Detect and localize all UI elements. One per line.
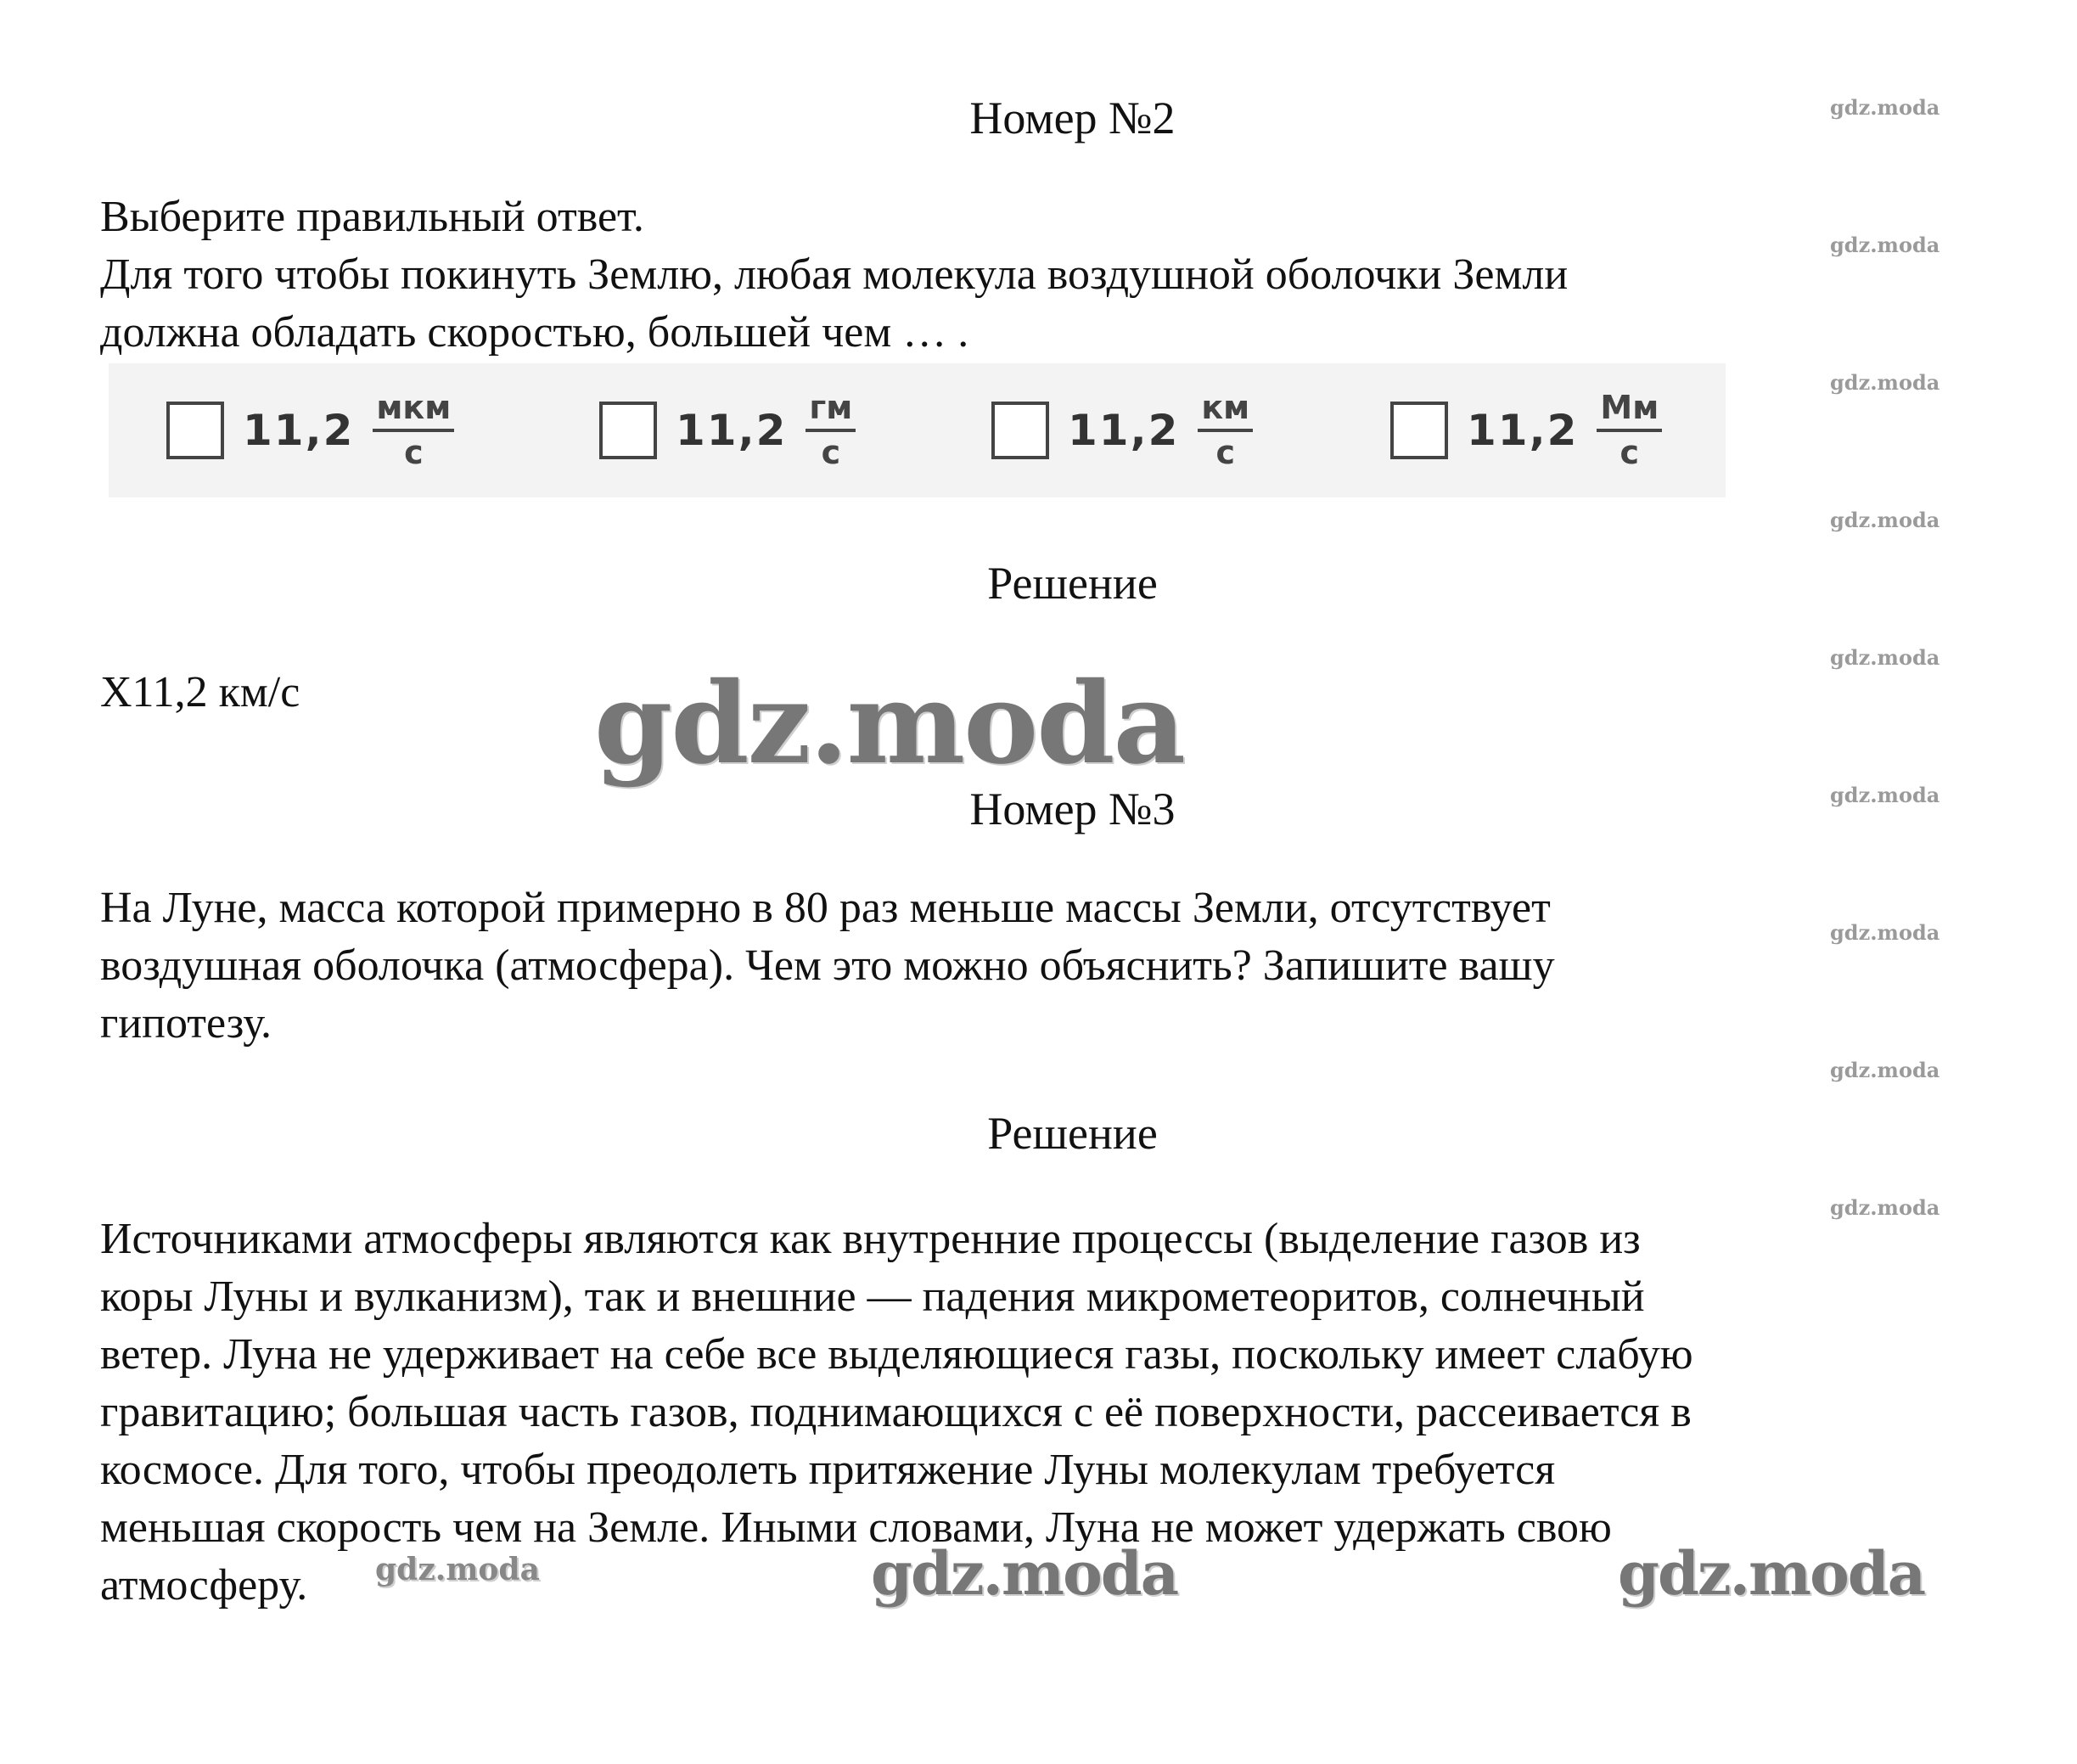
- task2-question: [100, 188, 1568, 362]
- watermark: gdz.moda: [1830, 508, 1940, 532]
- option-checkbox[interactable]: [166, 402, 224, 459]
- unit-denominator: с: [1619, 434, 1640, 471]
- option-value: 11,2: [1467, 406, 1579, 455]
- unit-denominator: с: [1215, 434, 1236, 471]
- task3-question: [100, 879, 1555, 1053]
- unit-numerator: мкм: [373, 390, 454, 432]
- watermark-medium: gdz.moda: [1618, 1538, 1925, 1609]
- task3-question-line: воздушная оболочка (атмосфера). Чем это можно объяснить? Запишите вашу: [100, 941, 1555, 990]
- unit-numerator: гм: [806, 390, 856, 432]
- task3-question-line: гипотезу.: [100, 999, 272, 1048]
- watermark: gdz.moda: [1830, 783, 1940, 807]
- option-unit: [806, 390, 856, 471]
- task2-question-line: должна обладать скоростью, большей чем … .: [100, 308, 969, 357]
- watermark: gdz.moda: [1830, 920, 1940, 945]
- answer-option-mkm[interactable]: [166, 363, 454, 497]
- solution-line: космосе. Для того, чтобы преодолеть притяжение Луны молекулам требуется: [100, 1446, 1556, 1494]
- watermark-large: gdz.moda: [594, 658, 1185, 789]
- watermark: gdz.moda: [1830, 1195, 1940, 1220]
- watermark-small-inline: gdz.moda: [375, 1552, 540, 1587]
- task2-question-line: Выберите правильный ответ.: [100, 193, 644, 241]
- option-value: 11,2: [676, 406, 788, 455]
- option-unit: [1597, 390, 1662, 471]
- option-unit: [373, 390, 454, 471]
- option-checkbox[interactable]: [599, 402, 657, 459]
- option-unit: [1198, 390, 1253, 471]
- answer-option-km[interactable]: [991, 363, 1253, 497]
- option-value: 11,2: [243, 406, 355, 455]
- watermark: gdz.moda: [1830, 645, 1940, 670]
- option-value: 11,2: [1068, 406, 1180, 455]
- task3-heading: Номер №3: [969, 784, 1176, 834]
- task2-question-line: Для того чтобы покинуть Землю, любая молекула воздушной оболочки Земли: [100, 250, 1569, 299]
- watermark-medium: gdz.moda: [871, 1538, 1178, 1609]
- task2-answer: Х11,2 км/с: [100, 668, 300, 716]
- solution-line: Источниками атмосферы являются как внутренние процессы (выделение газов из: [100, 1215, 1641, 1263]
- solution-line: коры Луны и вулканизм), так и внешние — падения микрометеоритов, солнечный: [100, 1272, 1645, 1321]
- unit-numerator: Мм: [1597, 390, 1662, 432]
- task2-heading: Номер №2: [969, 93, 1176, 143]
- unit-denominator: с: [821, 434, 841, 471]
- answer-options: [109, 363, 1726, 497]
- task3-question-line: На Луне, масса которой примерно в 80 раз меньше массы Земли, отсутствует: [100, 884, 1551, 932]
- watermark: gdz.moda: [1830, 233, 1940, 257]
- solution-line: гравитацию; большая часть газов, поднимающихся с её поверхности, рассеивается в: [100, 1388, 1692, 1436]
- option-checkbox[interactable]: [991, 402, 1049, 459]
- option-checkbox[interactable]: [1390, 402, 1448, 459]
- task3-solution-heading: Решение: [987, 1108, 1158, 1159]
- answer-option-gm[interactable]: [599, 363, 856, 497]
- solution-line: атмосферу.: [100, 1561, 308, 1610]
- unit-denominator: с: [404, 434, 424, 471]
- unit-numerator: км: [1198, 390, 1253, 432]
- watermark: gdz.moda: [1830, 370, 1940, 395]
- answer-option-Mm[interactable]: [1390, 363, 1662, 497]
- solution-line: меньшая скорость чем на Земле. Иными словами, Луна не может удержать свою: [100, 1503, 1612, 1552]
- task2-solution-heading: Решение: [987, 558, 1158, 609]
- watermark: gdz.moda: [1830, 95, 1940, 120]
- solution-line: ветер. Луна не удерживает на себе все выделяющиеся газы, поскольку имеет слабую: [100, 1330, 1693, 1379]
- watermark: gdz.moda: [1830, 1058, 1940, 1082]
